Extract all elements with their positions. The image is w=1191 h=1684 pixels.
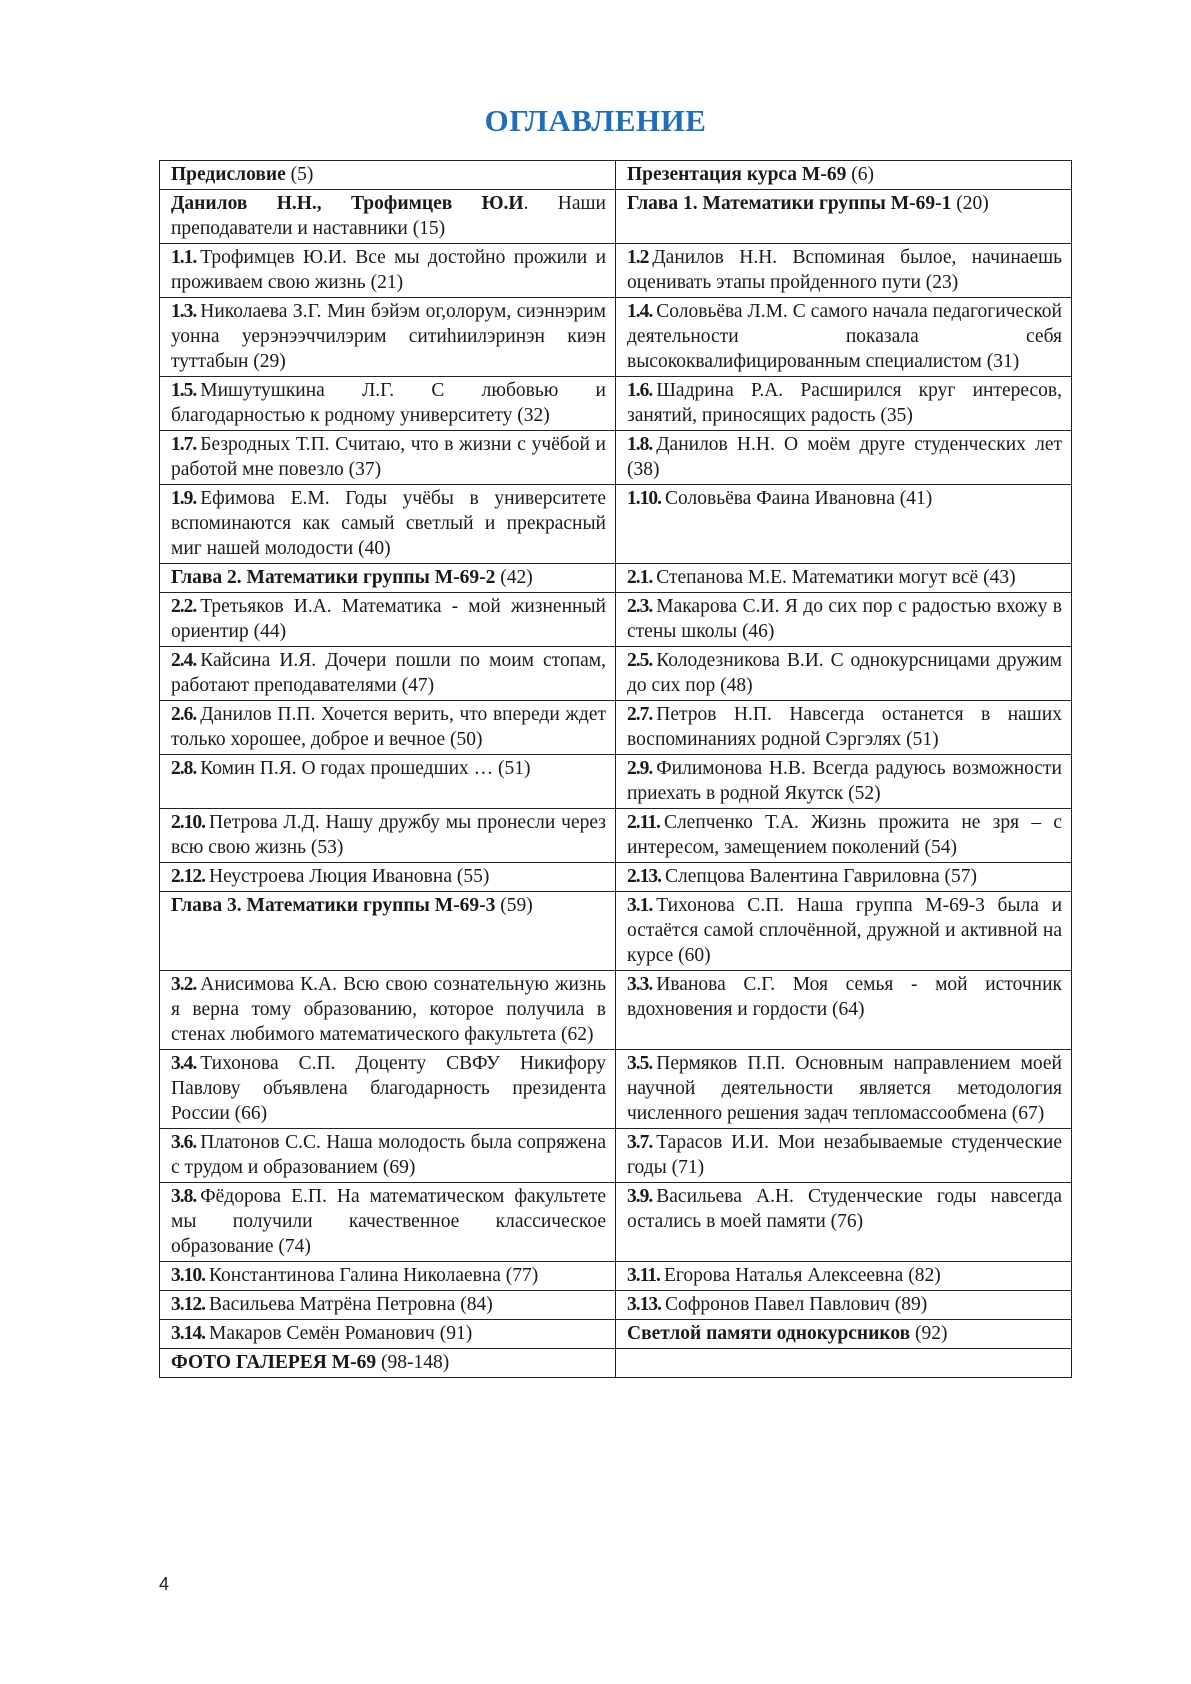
entry-text: Фёдорова Е.П. На математическом факультете мы получили качественное классическое образование (74) (171, 1186, 606, 1257)
entry-number: 2.10. (171, 812, 205, 833)
entry-heading: ФОТО ГАЛЕРЕЯ М-69 (171, 1352, 377, 1373)
toc-entry[interactable] (160, 190, 616, 244)
entry-text: Соловьёва Л.М. С самого начала педагогической деятельности показала себя высококвалифицированным специалистом (31) (627, 301, 1062, 372)
entry-text: Васильева А.Н. Студенческие годы навсегда остались в моей памяти (76) (627, 1186, 1062, 1232)
toc-entry[interactable] (160, 755, 616, 809)
toc-row (160, 161, 1072, 190)
page-title: ОГЛАВЛЕНИЕ (484, 103, 707, 138)
entry-number: 1.8. (627, 434, 653, 455)
toc-row (160, 647, 1072, 701)
entry-text: Кайсина И.Я. Дочери пошли по моим стопам, работают преподавателями (47) (171, 650, 606, 696)
entry-number: 2.13. (627, 866, 661, 887)
entry-number: 2.5. (627, 650, 653, 671)
toc-entry[interactable] (160, 244, 616, 298)
entry-text: Софронов Павел Павлович (89) (665, 1294, 928, 1315)
toc-entry[interactable] (616, 1183, 1072, 1262)
entry-number: 1.9. (171, 488, 197, 509)
entry-text: Иванова С.Г. Моя семья - мой источник вдохновения и гордости (64) (627, 974, 1062, 1020)
toc-entry[interactable] (160, 1183, 616, 1262)
entry-heading: Презентация курса М-69 (627, 164, 847, 185)
toc-entry[interactable] (160, 1320, 616, 1349)
toc-entry[interactable] (160, 1050, 616, 1129)
entry-number: 3.7. (627, 1132, 653, 1153)
entry-text: Пермяков П.П. Основным направлением моей научной деятельности является методология численного решения задач тепломассообмена (67) (627, 1053, 1062, 1124)
toc-row (160, 377, 1072, 431)
entry-text: Данилов П.П. Хочется верить, что впереди ждет только хорошее, доброе и вечное (50) (171, 704, 606, 750)
toc-entry[interactable] (160, 647, 616, 701)
toc-entry[interactable] (616, 892, 1072, 971)
toc-row (160, 593, 1072, 647)
entry-heading: Глава 3. Математики группы М-69-3 (171, 895, 496, 916)
toc-row (160, 190, 1072, 244)
entry-text: Макарова С.И. Я до сих пор с радостью вхожу в стены школы (46) (627, 596, 1062, 642)
toc-entry[interactable] (160, 863, 616, 892)
toc-entry[interactable] (160, 161, 616, 190)
toc-entry[interactable] (616, 485, 1072, 564)
toc-entry[interactable] (616, 593, 1072, 647)
toc-entry[interactable] (160, 1129, 616, 1183)
entry-number: 3.10. (171, 1265, 205, 1286)
toc-entry[interactable] (616, 431, 1072, 485)
toc-entry[interactable] (160, 892, 616, 971)
entry-heading: Предисловие (171, 164, 286, 185)
entry-number: 3.2. (171, 974, 197, 995)
entry-text: (59) (495, 895, 533, 916)
toc-entry[interactable] (616, 863, 1072, 892)
toc-row (160, 1262, 1072, 1291)
entry-heading: Глава 2. Математики группы М-69-2 (171, 567, 496, 588)
entry-number: 3.14. (171, 1323, 205, 1344)
toc-table (159, 160, 1072, 1378)
toc-entry[interactable] (616, 1262, 1072, 1291)
page-number: 4 (159, 1574, 170, 1594)
toc-entry[interactable] (616, 161, 1072, 190)
entry-number: 3.3. (627, 974, 653, 995)
entry-number: 1.3. (171, 301, 197, 322)
entry-heading: Данилов Н.Н., Трофимцев Ю.И (171, 193, 524, 214)
entry-number: 1.5. (171, 380, 197, 401)
entry-text: Петрова Л.Д. Нашу дружбу мы пронесли через всю свою жизнь (53) (171, 812, 606, 858)
entry-number: 2.8. (171, 758, 197, 779)
toc-entry[interactable] (160, 971, 616, 1050)
entry-number: 2.12. (171, 866, 205, 887)
entry-text: Петров Н.П. Навсегда останется в наших воспоминаниях родной Сэргэлях (51) (627, 704, 1062, 750)
toc-entry[interactable] (160, 701, 616, 755)
toc-row (160, 755, 1072, 809)
entry-text: (42) (495, 567, 533, 588)
entry-heading: Светлой памяти однокурсников (627, 1323, 911, 1344)
toc-entry[interactable] (616, 190, 1072, 244)
toc-entry[interactable] (160, 485, 616, 564)
entry-text: Соловьёва Фаина Ивановна (41) (665, 488, 933, 509)
toc-row (160, 701, 1072, 755)
toc-row (160, 431, 1072, 485)
toc-row (160, 1050, 1072, 1129)
toc-row (160, 564, 1072, 593)
entry-text: . Наши преподаватели и наставники (15) (171, 193, 606, 239)
entry-text: Слепченко Т.А. Жизнь прожита не зря – с интересом, замещением поколений (54) (627, 812, 1062, 858)
entry-number: 2.2. (171, 596, 197, 617)
entry-number: 2.11. (627, 812, 660, 833)
toc-row (160, 809, 1072, 863)
entry-text: Константинова Галина Николаевна (77) (209, 1265, 539, 1286)
toc-entry[interactable] (616, 647, 1072, 701)
entry-number: 3.9. (627, 1186, 653, 1207)
entry-text: Колодезникова В.И. С однокурсницами дружим до сих пор (48) (627, 650, 1062, 696)
entry-text: Платонов С.С. Наша молодость была сопряжена с трудом и образованием (69) (171, 1132, 606, 1178)
entry-number: 3.6. (171, 1132, 197, 1153)
entry-number: 1.7. (171, 434, 197, 455)
toc-row (160, 1349, 1072, 1378)
entry-number: 3.11. (627, 1265, 660, 1286)
entry-text: Егорова Наталья Алексеевна (82) (663, 1265, 941, 1286)
toc-entry[interactable] (160, 809, 616, 863)
toc-row (160, 485, 1072, 564)
entry-text: Слепцова Валентина Гавриловна (57) (665, 866, 978, 887)
toc-entry[interactable] (616, 1291, 1072, 1320)
toc-entry[interactable] (616, 809, 1072, 863)
entry-number: 3.1. (627, 895, 653, 916)
toc-entry[interactable] (160, 1349, 616, 1378)
entry-text: Комин П.Я. О годах прошедших … (51) (200, 758, 531, 779)
toc-row (160, 863, 1072, 892)
toc-entry[interactable] (160, 564, 616, 593)
toc-row (160, 298, 1072, 377)
entry-number: 3.12. (171, 1294, 205, 1315)
toc-row (160, 244, 1072, 298)
entry-text: (20) (951, 193, 989, 214)
entry-text: Данилов Н.Н. Вспоминая былое, начинаешь оценивать этапы пройденного пути (23) (627, 247, 1062, 293)
toc-row (160, 892, 1072, 971)
toc-entry[interactable] (160, 377, 616, 431)
entry-text: Макаров Семён Романович (91) (209, 1323, 473, 1344)
toc-entry[interactable] (616, 755, 1072, 809)
entry-number: 2.1. (627, 567, 653, 588)
entry-text: Степанова М.Е. Математики могут всё (43) (656, 567, 1016, 588)
entry-number: 1.10. (627, 488, 661, 509)
entry-text: Третьяков И.А. Математика - мой жизненный ориентир (44) (171, 596, 606, 642)
entry-text: Ефимова Е.М. Годы учёбы в университете вспоминаются как самый светлый и прекрасный миг нашей молодости (40) (171, 488, 606, 559)
entry-number: 1.4. (627, 301, 653, 322)
entry-number: 3.5. (627, 1053, 653, 1074)
entry-number: 2.9. (627, 758, 653, 779)
toc-entry[interactable] (616, 971, 1072, 1050)
toc-entry[interactable] (616, 298, 1072, 377)
entry-text: Безродных Т.П. Считаю, что в жизни с учёбой и работой мне повезло (37) (171, 434, 606, 480)
entry-text: Мишутушкина Л.Г. С любовью и благодарностью к родному университету (32) (171, 380, 606, 426)
entry-number: 1.1. (171, 247, 197, 268)
toc-row (160, 1320, 1072, 1349)
entry-text: (6) (846, 164, 874, 185)
entry-number: 3.8. (171, 1186, 197, 1207)
toc-entry[interactable] (616, 1129, 1072, 1183)
toc-entry[interactable] (616, 564, 1072, 593)
entry-text: Тихонова С.П. Доценту СВФУ Никифору Павлову объявлена благодарность президента России (66) (171, 1053, 606, 1124)
toc-entry[interactable] (616, 377, 1072, 431)
toc-entry[interactable] (616, 701, 1072, 755)
toc-entry[interactable] (160, 1262, 616, 1291)
toc-row (160, 1129, 1072, 1183)
entry-text: (5) (285, 164, 314, 185)
toc-entry[interactable] (160, 1291, 616, 1320)
toc-entry[interactable] (616, 244, 1072, 298)
toc-row (160, 971, 1072, 1050)
entry-number: 2.7. (627, 704, 653, 725)
entry-number: 1.6. (627, 380, 653, 401)
toc-entry[interactable] (616, 1320, 1072, 1349)
entry-number: 2.4. (171, 650, 197, 671)
toc-entry[interactable] (616, 1349, 1072, 1378)
entry-number: 3.4. (171, 1053, 197, 1074)
entry-text: Тарасов И.И. Мои незабываемые студенческие годы (71) (627, 1132, 1062, 1178)
toc-entry[interactable] (160, 298, 616, 377)
toc-entry[interactable] (616, 1050, 1072, 1129)
entry-text: Тихонова С.П. Наша группа М-69-3 была и остаётся самой сплочённой, дружной и активной на курсе (60) (627, 895, 1062, 966)
entry-number: 1.2 (627, 247, 649, 268)
entry-text: Анисимова К.А. Всю свою сознательную жизнь я верна тому образованию, которое получила в стенах любимого математического факультета (62) (171, 974, 606, 1045)
entry-text: Шадрина Р.А. Расширился круг интересов, занятий, приносящих радость (35) (627, 380, 1062, 426)
entry-text: Неустроева Люция Ивановна (55) (209, 866, 490, 887)
entry-text: (98-148) (376, 1352, 450, 1373)
entry-text: (92) (910, 1323, 948, 1344)
entry-number: 2.6. (171, 704, 197, 725)
toc-entry[interactable] (160, 593, 616, 647)
entry-text: Филимонова Н.В. Всегда радуюсь возможности приехать в родной Якутск (52) (627, 758, 1062, 804)
entry-number: 2.3. (627, 596, 653, 617)
entry-text: Трофимцев Ю.И. Все мы достойно прожили и проживаем свою жизнь (21) (171, 247, 606, 293)
entry-text: Николаева З.Г. Мин бэйэм ог,олорум, сиэннэрим уонна уерэнээччилэрим ситиhиилэринэн киэн туттабын (29) (171, 301, 606, 372)
toc-entry[interactable] (160, 431, 616, 485)
entry-text: Васильева Матрёна Петровна (84) (209, 1294, 493, 1315)
toc-row (160, 1183, 1072, 1262)
entry-number: 3.13. (627, 1294, 661, 1315)
entry-heading: Глава 1. Математики группы М-69-1 (627, 193, 952, 214)
toc-row (160, 1291, 1072, 1320)
entry-text: Данилов Н.Н. О моём друге студенческих лет (38) (627, 434, 1062, 480)
